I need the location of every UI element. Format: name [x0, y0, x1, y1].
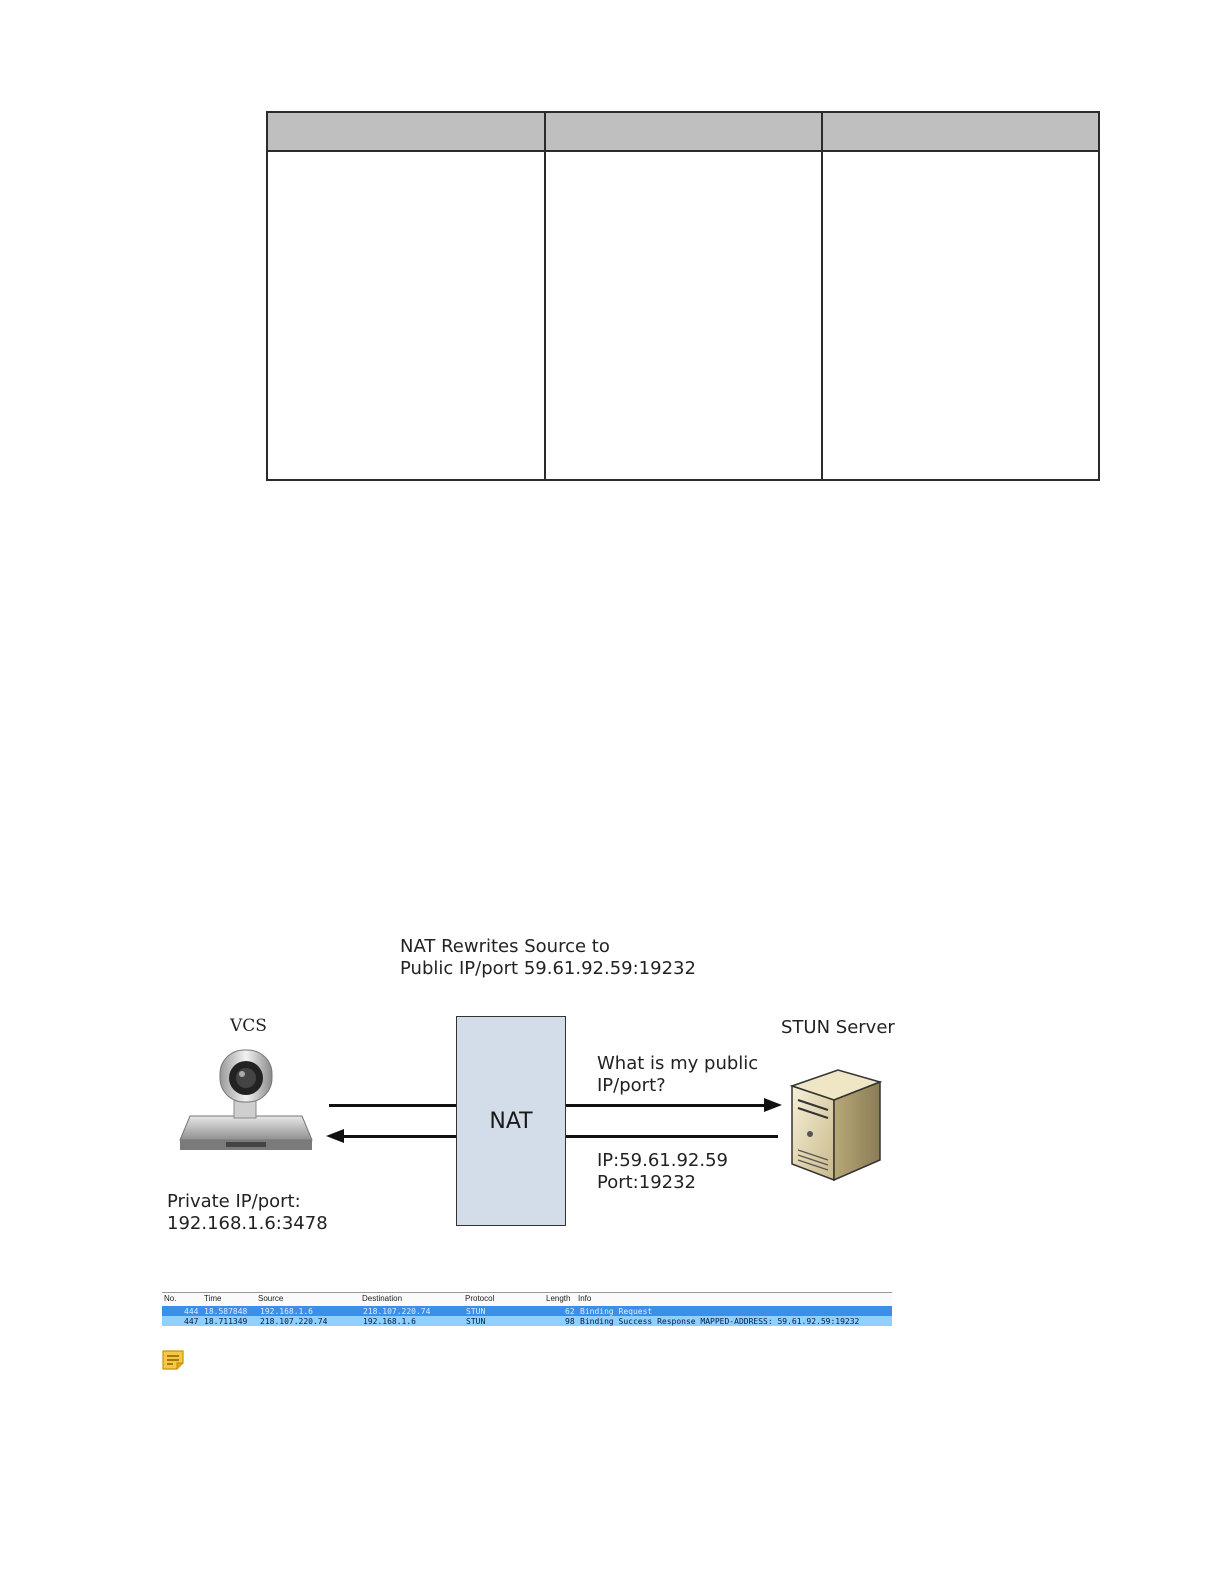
arrow-right-head-icon: [764, 1098, 782, 1112]
stun-server-label: STUN Server: [781, 1017, 895, 1038]
capture-col-protocol: Protocol: [465, 1294, 495, 1303]
capture-cell-info: Binding Success Response MAPPED-ADDRESS: 59.61.92.59:19232: [580, 1317, 860, 1326]
capture-cell-length: 98: [565, 1317, 575, 1326]
capture-cell-info: Binding Request: [580, 1307, 653, 1316]
capture-cell-protocol: STUN: [466, 1307, 486, 1316]
nat-caption-line2: Public IP/port 59.61.92.59:19232: [400, 958, 696, 979]
capture-col-source: Source: [258, 1294, 284, 1303]
response-label-line1: IP:59.61.92.59: [597, 1150, 729, 1171]
capture-col-info: Info: [578, 1294, 592, 1303]
info-table: [266, 111, 1100, 481]
request-label-line2: IP/port?: [597, 1075, 666, 1096]
response-arrow-right-segment: [566, 1135, 778, 1138]
arrow-left-head-icon: [326, 1129, 344, 1143]
capture-row[interactable]: [162, 1316, 892, 1326]
capture-cell-time: 18.711349: [204, 1317, 248, 1326]
nat-label: NAT: [489, 1108, 533, 1134]
vcs-camera-icon: [176, 1046, 316, 1158]
capture-cell-source: 218.107.220.74: [260, 1317, 328, 1326]
table-header-row: [268, 113, 1098, 152]
capture-cell-no: 447: [184, 1317, 199, 1326]
capture-col-length: Length: [546, 1294, 571, 1303]
capture-col-time: Time: [204, 1294, 222, 1303]
request-label-line1: What is my public: [597, 1053, 759, 1074]
table-column-divider: [821, 113, 823, 479]
capture-cell-length: 62: [565, 1307, 575, 1316]
response-arrow-left-segment: [342, 1135, 456, 1138]
capture-cell-source: 192.168.1.6: [260, 1307, 313, 1316]
note-icon: [162, 1350, 184, 1370]
table-column-divider: [544, 113, 546, 479]
capture-cell-protocol: STUN: [466, 1317, 486, 1326]
request-arrow-left-segment: [329, 1104, 456, 1107]
vcs-label: VCS: [230, 1016, 267, 1036]
capture-cell-no: 444: [184, 1307, 199, 1316]
server-icon: [788, 1056, 884, 1182]
private-ip-label-line2: 192.168.1.6:3478: [167, 1213, 328, 1234]
response-label-line2: Port:19232: [597, 1172, 697, 1193]
capture-row[interactable]: [162, 1306, 892, 1316]
packet-capture-table: [162, 1292, 892, 1328]
request-arrow-right-segment: [566, 1104, 768, 1107]
nat-box: [456, 1016, 566, 1226]
capture-col-destination: Destination: [362, 1294, 403, 1303]
capture-cell-destination: 192.168.1.6: [363, 1317, 416, 1326]
capture-cell-destination: 218.107.220.74: [363, 1307, 431, 1316]
nat-caption-line1: NAT Rewrites Source to: [400, 936, 610, 957]
private-ip-label-line1: Private IP/port:: [167, 1191, 301, 1212]
capture-col-no: No.: [164, 1294, 177, 1303]
capture-cell-time: 18.587848: [204, 1307, 248, 1316]
